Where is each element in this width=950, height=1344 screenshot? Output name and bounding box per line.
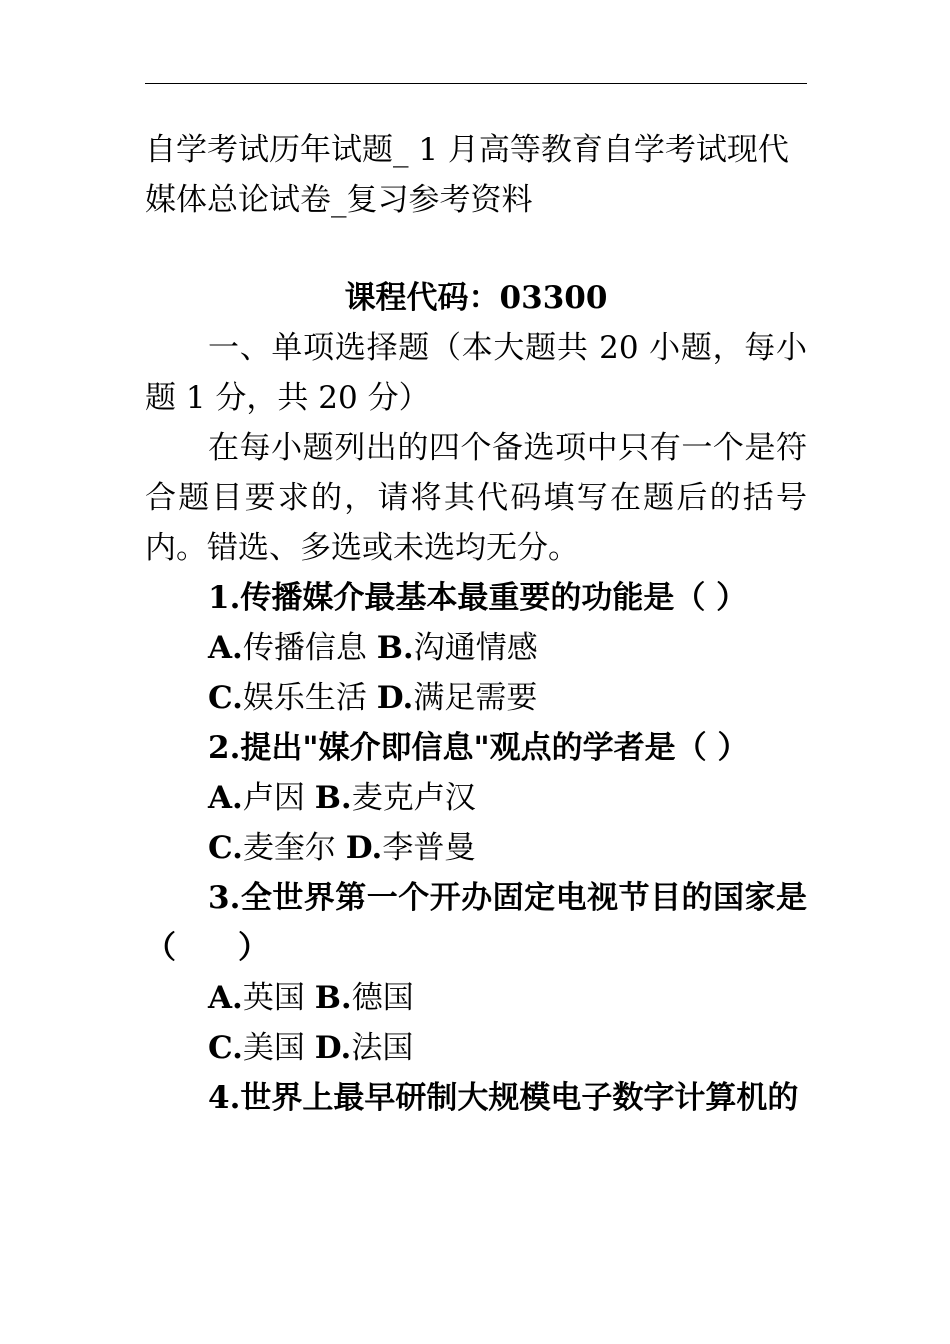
option-c-text: 美国 xyxy=(242,1030,315,1066)
question-2-options-cd xyxy=(145,823,807,873)
option-d-label: D. xyxy=(345,830,383,866)
document-body xyxy=(145,323,807,1123)
option-b-text: 沟通情感 xyxy=(413,630,538,666)
option-d-label: D. xyxy=(376,680,414,716)
option-a-label: A. xyxy=(208,780,243,816)
question-2-options-ab xyxy=(145,773,807,823)
option-c-label: C. xyxy=(208,680,243,716)
option-a-label: A. xyxy=(208,980,243,1016)
document-title: 自学考试历年试题_ 1 月高等教育自学考试现代媒体总论试卷_复习参考资料 xyxy=(145,132,789,218)
option-b-text: 德国 xyxy=(351,980,414,1016)
section-heading: 一、单项选择题（本大题共 20 小题，每小题 1 分，共 20 分） xyxy=(145,330,807,416)
option-a-label: A. xyxy=(208,630,243,666)
option-a-text: 卢因 xyxy=(242,780,315,816)
question-1-options-ab xyxy=(145,623,807,673)
question-1-options-cd xyxy=(145,673,807,723)
question-1-stem: 1.传播媒介最基本最重要的功能是（ ） xyxy=(208,580,748,616)
question-3-options-ab xyxy=(145,973,807,1023)
option-c-label: C. xyxy=(208,1030,243,1066)
question-3-options-cd xyxy=(145,1023,807,1073)
option-d-text: 法国 xyxy=(351,1030,414,1066)
question-3-text: 3.全世界第一个开办固定电视节目的国家是（ ） xyxy=(145,880,807,966)
option-b-label: B. xyxy=(314,780,352,816)
option-b-label: B. xyxy=(376,630,414,666)
question-4-stem: 4.世界上最早研制大规模电子数字计算机的 xyxy=(208,1080,799,1116)
instructions: 在每小题列出的四个备选项中只有一个是符合题目要求的，请将其代码填写在题后的括号内。错选、多选或未选均无分。 xyxy=(145,430,807,566)
question-3-stem xyxy=(145,873,807,973)
question-2-stem: 2.提出"媒介即信息"观点的学者是（ ） xyxy=(208,730,749,766)
option-c-label: C. xyxy=(208,830,243,866)
option-b-text: 麦克卢汉 xyxy=(351,780,476,816)
option-c-text: 娱乐生活 xyxy=(242,680,377,716)
option-a-text: 英国 xyxy=(242,980,315,1016)
option-a-text: 传播信息 xyxy=(242,630,377,666)
course-code: 课程代码：03300 xyxy=(344,280,608,316)
header-rule xyxy=(145,83,807,84)
option-c-text: 麦奎尔 xyxy=(242,830,346,866)
option-d-text: 李普曼 xyxy=(382,830,476,866)
option-d-text: 满足需要 xyxy=(413,680,538,716)
option-b-label: B. xyxy=(314,980,352,1016)
option-d-label: D. xyxy=(314,1030,352,1066)
